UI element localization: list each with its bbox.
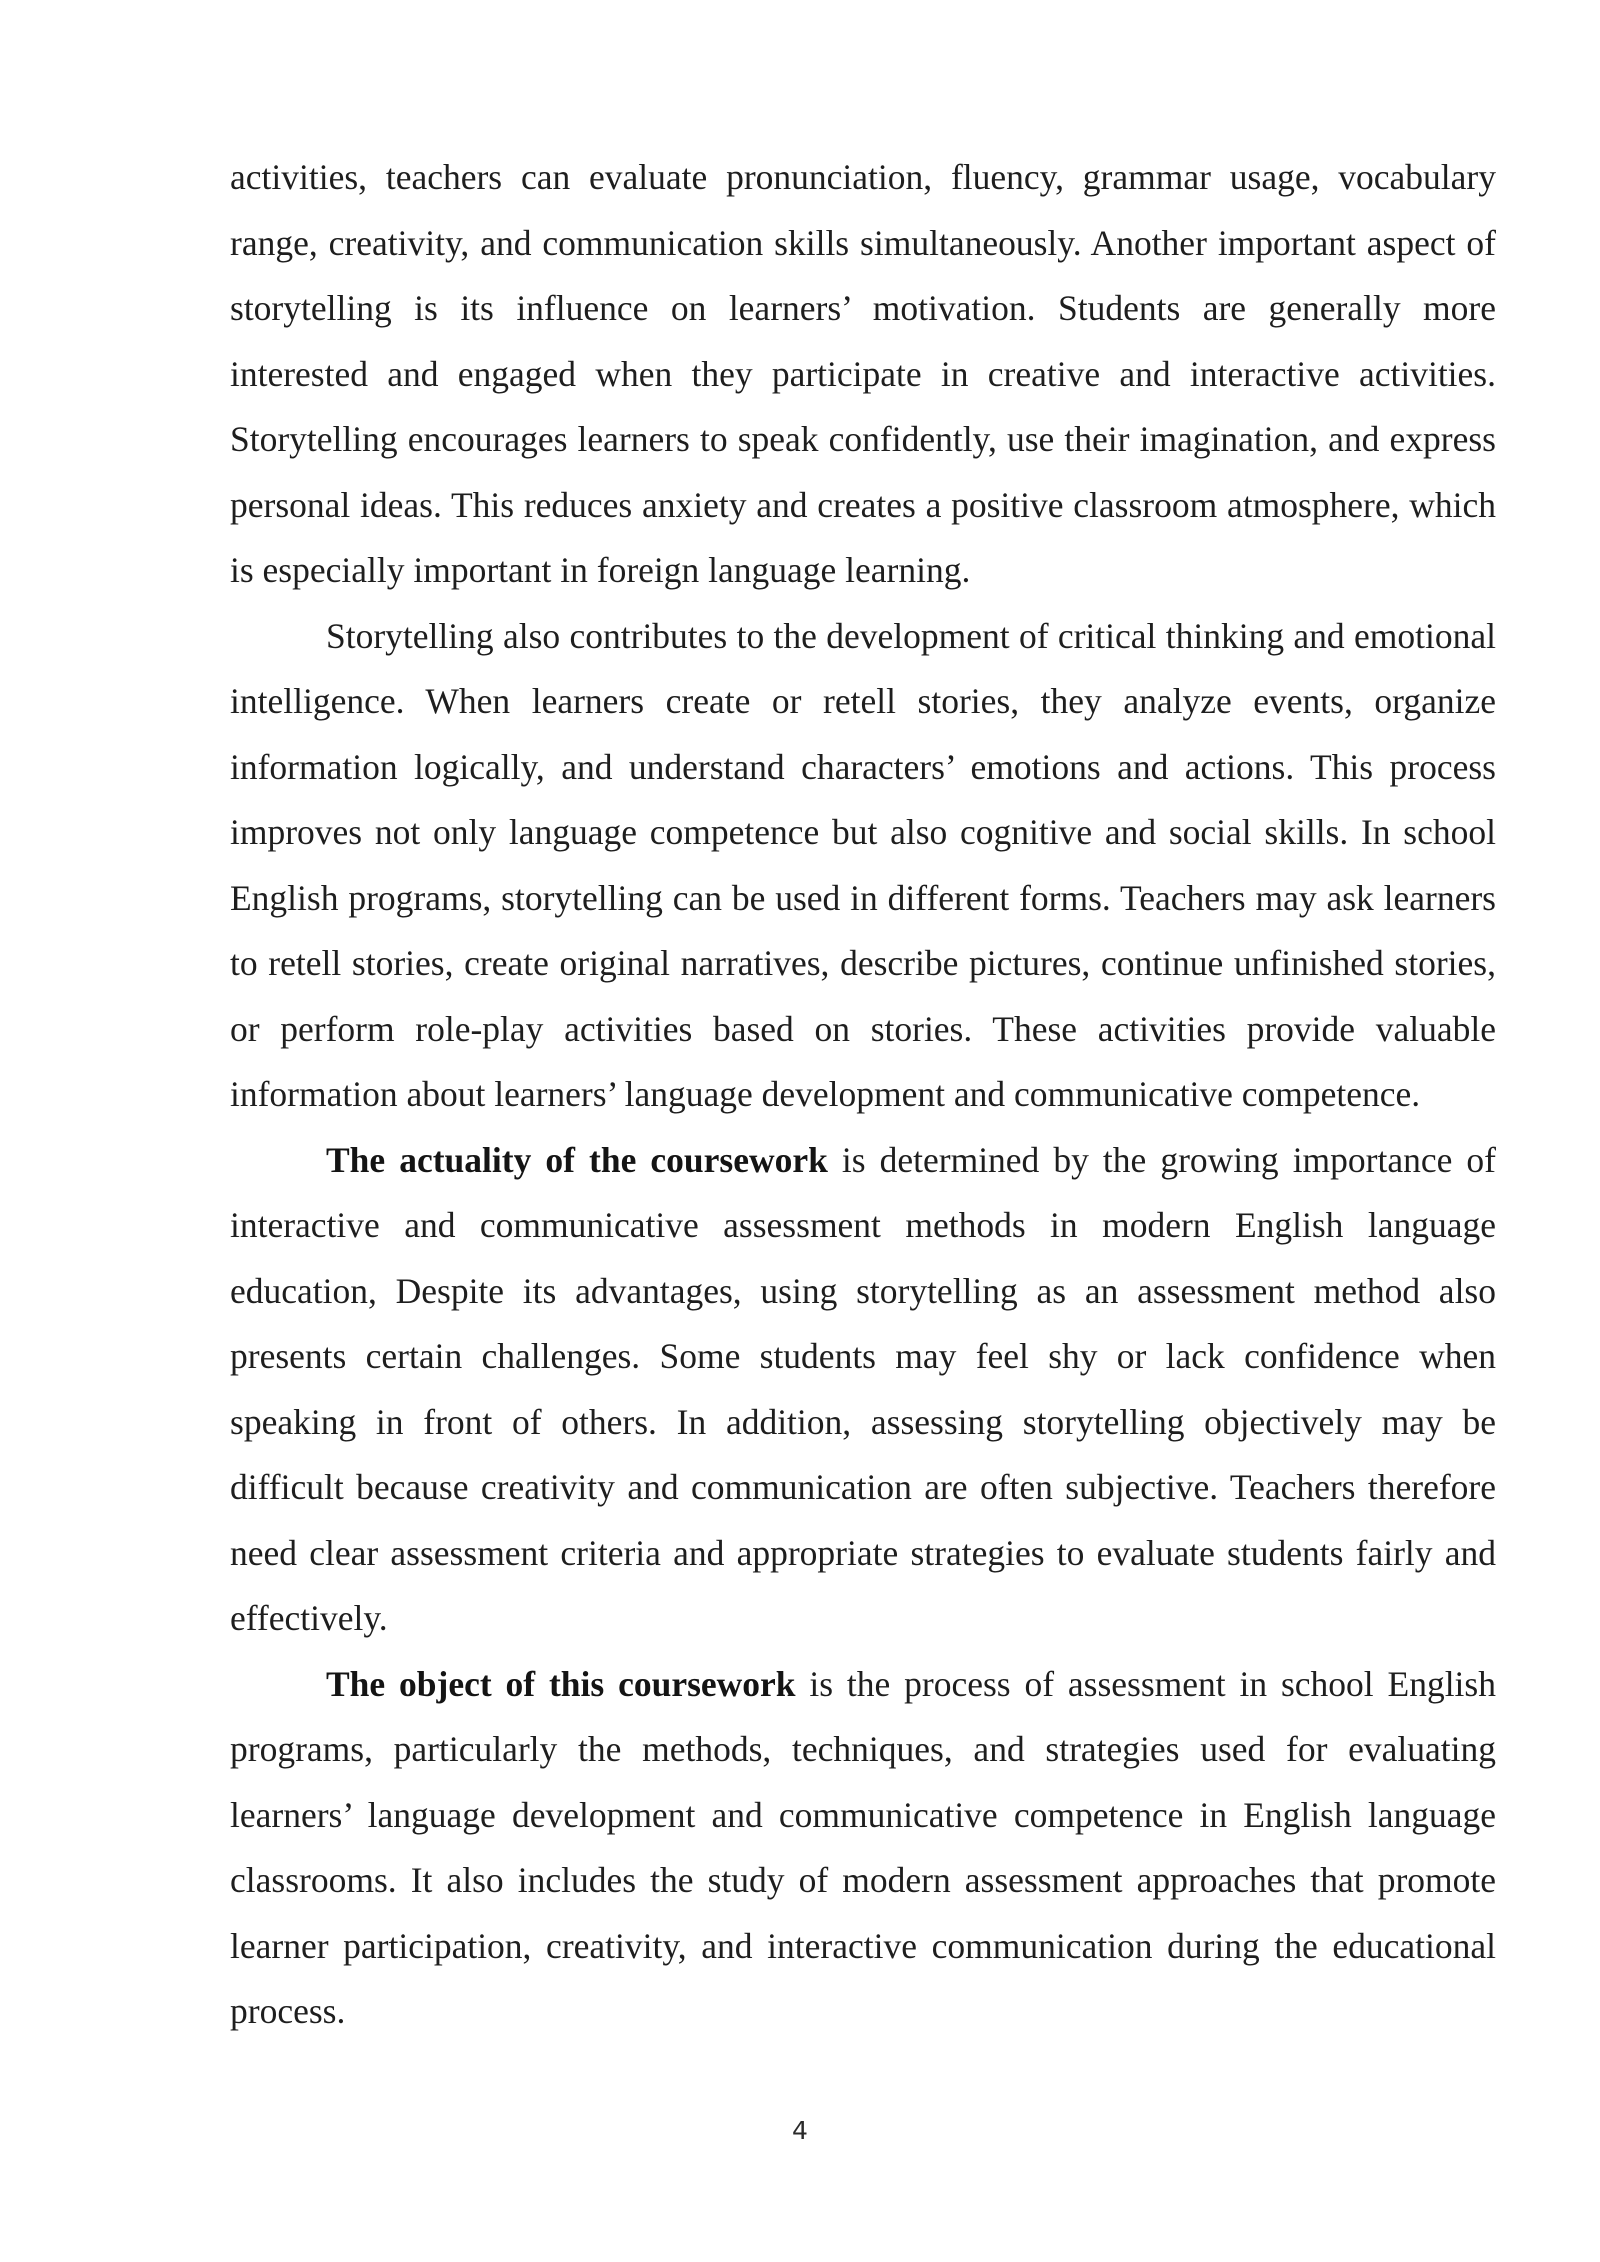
paragraph-actuality <box>230 1128 1496 1652</box>
paragraph-text: Storytelling also contributes to the development of critical thinking and emotional intelligence. When learners create or retell stories, they analyze events, organize information logically, and understand characters’ emotions and actions. This process improves not only language competence but also cognitive and social skills. In school English programs, storytelling can be used in different forms. Teachers may ask learners to retell stories, create original narratives, describe pictures, continue unfinished stories, or perform role-play activities based on stories. These activities provide valuable information about learners’ language development and communicative competence. <box>230 615 1496 1114</box>
body-text <box>230 145 1496 2045</box>
paragraph-text: is determined by the growing importance of interactive and communicative assessment methods in modern English language education, Despite its advantages, using storytelling as an assessment method also presents certain challenges. Some students may feel shy or lack confidence when speaking in front of others. In addition, assessing storytelling objectively may be difficult because creativity and communication are often subjective. Teachers therefore need clear assessment criteria and appropriate strategies to evaluate students fairly and effectively. <box>230 1139 1496 1638</box>
paragraph-continuation <box>230 145 1496 604</box>
bold-lead-object: The object of this coursework <box>326 1663 796 1704</box>
paragraph-text: is the process of assessment in school English programs, particularly the methods, techniques, and strategies used for evaluating learners’ language development and communicative competence in English language classrooms. It also includes the study of modern assessment approaches that promote learner participation, creativity, and interactive communication during the educational process. <box>230 1663 1496 2031</box>
paragraph-text: activities, teachers can evaluate pronunciation, fluency, grammar usage, vocabulary range, creativity, and communication skills simultaneously. Another important aspect of storytelling is its influence on learners’ motivation. Students are generally more interested and engaged when they participate in creative and interactive activities. Storytelling encourages learners to speak confidently, use their imagination, and express personal ideas. This reduces anxiety and creates a positive classroom atmosphere, which is especially important in foreign language learning. <box>230 157 1496 590</box>
paragraph-object <box>230 1652 1496 2045</box>
paragraph-storytelling-critical-thinking <box>230 604 1496 1128</box>
bold-lead-actuality: The actuality of the coursework <box>326 1139 828 1180</box>
page-number: 4 <box>792 2116 808 2145</box>
